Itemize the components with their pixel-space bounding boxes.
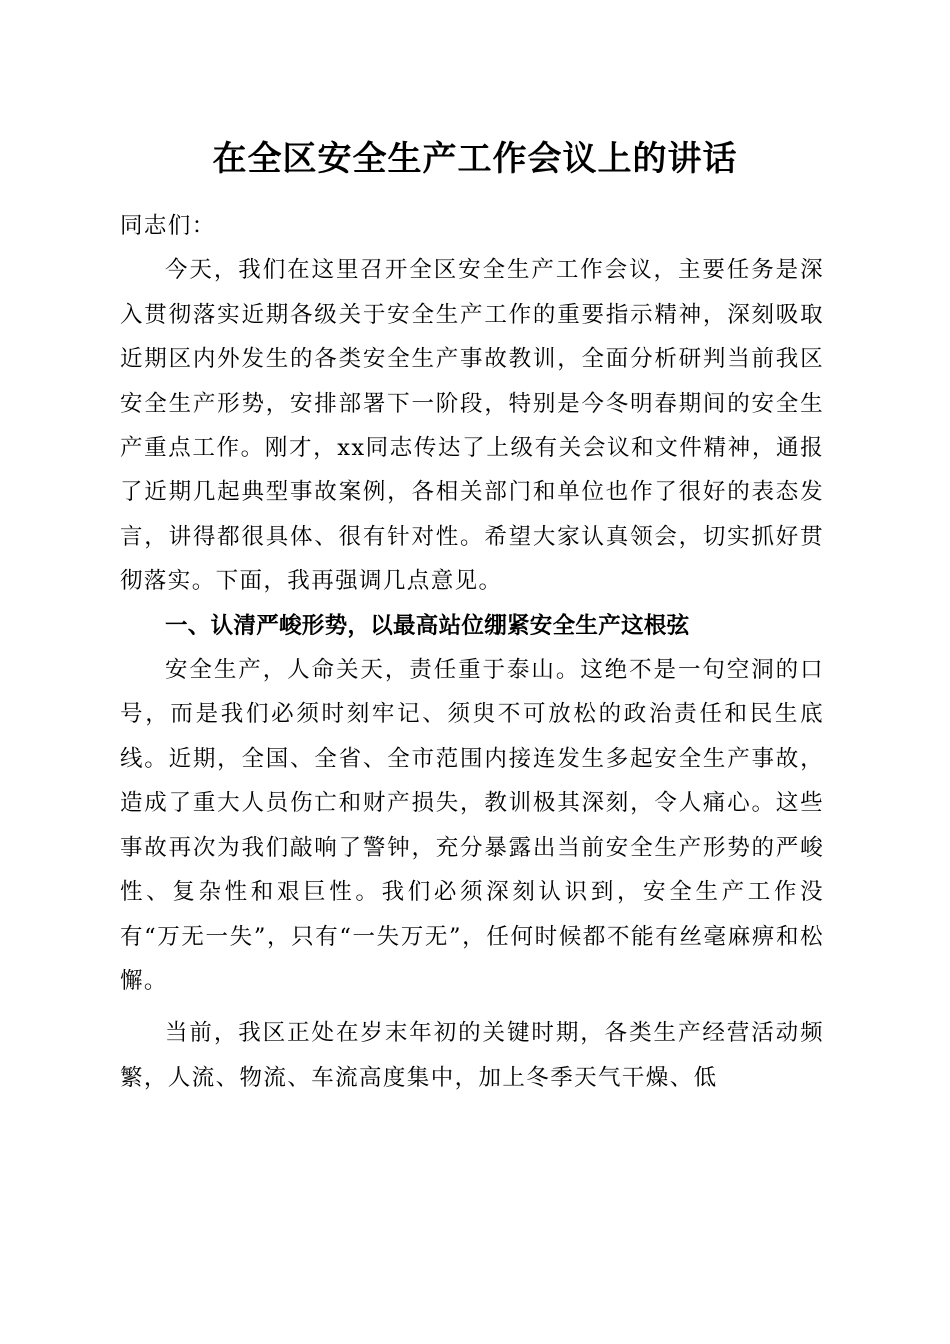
intro-paragraph: 今天，我们在这里召开全区安全生产工作会议，主要任务是深入贯彻落实近期各级关于安全生产工作的重要指示精神，深刻吸取近期区内外发生的各类安全生产事故教训，全面分析研判当前我区安全生产形势，安排部署下一阶段，特别是今冬明春期间的安全生产重点工作。刚才，xx同志传达了上级有关会议和文件精神，通报了近期几起典型事故案例，各相关部门和单位也作了很好的表态发言，讲得都很具体、很有针对性。希望大家认真领会，切实抓好贯彻落实。下面，我再强调几点意见。 xyxy=(120,257,824,595)
paragraph-gap xyxy=(120,1003,824,1011)
section-heading-1: 一、认清严峻形势，以最高站位绷紧安全生产这根弦 xyxy=(165,612,690,639)
salutation: 同志们： xyxy=(120,213,216,239)
document-body xyxy=(120,204,824,1100)
section1-paragraph-1: 安全生产，人命关天，责任重于泰山。这绝不是一句空洞的口号，而是我们必须时刻牢记、须臾不可放松的政治责任和民生底线。近期，全国、全省、全市范围内接连发生多起安全生产事故，造成了重大人员伤亡和财产损失，教训极其深刻，令人痛心。这些事故再次为我们敲响了警钟，充分暴露出当前安全生产形势的严峻性、复杂性和艰巨性。我们必须深刻认识到，安全生产工作没有“万无一失”，只有“一失万无”，任何时候都不能有丝毫麻痹和松懈。 xyxy=(120,657,824,994)
document-title: 在全区安全生产工作会议上的讲话 xyxy=(212,139,738,179)
section1-paragraph-2: 当前，我区正处在岁末年初的关键时期，各类生产经营活动频繁，人流、物流、车流高度集中，加上冬季天气干燥、低 xyxy=(120,1020,824,1091)
